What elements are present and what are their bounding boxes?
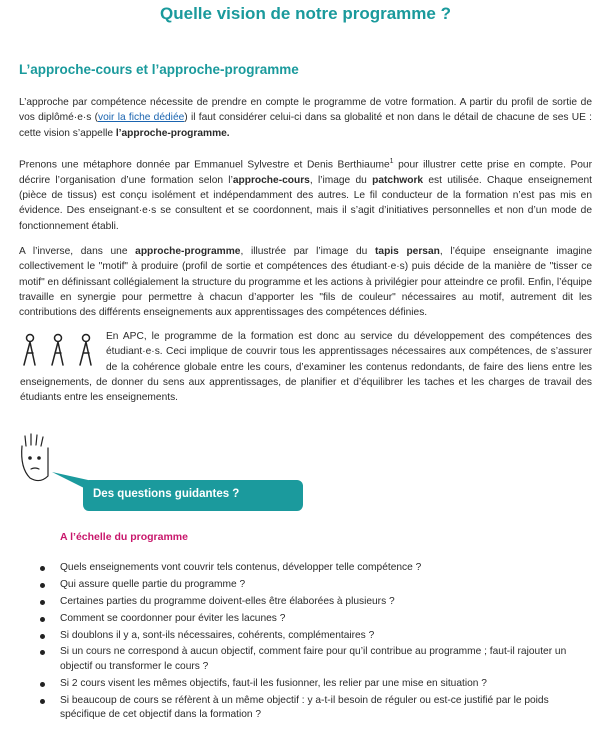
apc-text: En APC, le programme de la formation est donc au service du développement des compétences des étudiant·e·s. Ceci implique de couvrir tous les apprentissages nécessaires aux compétences, de s’assurer de la cohérence globale entre les cours, d’examiner les contenus redondants, de faire des liens entre les enseignements, de donner du sens aux apprentissages, de planifier et d’équilibrer les taches et les charges de travail des étudiants entre les enseignements. <box>20 331 592 404</box>
question-text: Si 2 cours visent les mêmes objectifs, faut-il les fusionner, les relier par une mise en situation ? <box>60 677 487 689</box>
bullet-icon <box>40 600 45 605</box>
list-item <box>38 561 593 575</box>
bullet-icon <box>40 699 45 704</box>
intro-bold: l’approche-programme. <box>115 127 230 139</box>
approche-cours-bold: approche-cours <box>232 174 310 186</box>
patchwork-text-3: , l’image du <box>309 174 373 186</box>
tapis-persan-bold: tapis persan <box>375 246 440 257</box>
question-text: Si un cours ne correspond à aucun objectif, comment faire pour qu’il contribue au programme ; faut-il rajouter un objectif ou transformer le cours ? <box>60 646 567 672</box>
patchwork-text-1: Prenons une métaphore donnée par Emmanuel Sylvestre et Denis Berthiaume <box>19 159 390 171</box>
question-text: Qui assure quelle partie du programme ? <box>60 578 246 590</box>
tapis-text-3: , l’équipe enseignante imagine collectivement le "motif" à produire (profil de sortie et compétences des étudiant·e·s) puis décide de la manière de "tisser ce motif" en définissant collégialement la structure du programme et les actions à privilégier pour atteindre ce profil. Enfin, l’équipe travaille en synergie pour permettre à chacun d’apporter les "fils de couleur" nécessaires au motif, autrement dit les contributions des différents enseignements aux apprentissages des compétences définies. <box>19 246 592 319</box>
intro-text-1: L’approche par compétence nécessite de prendre en compte le programme de votre formation. A partir du profil de sortie de vos diplômé·e·s ( <box>19 97 592 124</box>
patchwork-text-4: est utilisée. Chaque enseignement (pièce de tissus) est conçu isolément et indépendamment des autres. Le fil conducteur de la formation n’est pas mis en évidence. Des enseignant·e·s se consultent et se coordonnent, mais il s’agit d’initiatives personnelles et non d’un mode de fonctionnement établi. <box>19 174 593 232</box>
programme-scale-heading: A l’échelle du programme <box>60 531 188 543</box>
question-text: Quels enseignements vont couvrir tels contenus, développer telle compétence ? <box>60 562 422 573</box>
guiding-questions-banner: Des questions guidantes ? <box>83 480 303 511</box>
list-item <box>38 612 593 626</box>
patchwork-text-2: pour illustrer cette prise en compte. Pour décrire l’organisation d’une formation selon l’ <box>19 159 592 186</box>
tapis-paragraph <box>19 244 592 320</box>
question-text: Si doublons il y a, sont-ils nécessaires, cohérents, complémentaires ? <box>60 629 375 641</box>
bullet-icon <box>40 617 45 622</box>
three-people-icon <box>20 333 102 367</box>
list-item <box>38 595 593 609</box>
fiche-dediee-link[interactable]: voir la fiche dédiée <box>98 112 185 124</box>
list-item <box>38 629 593 643</box>
bullet-icon <box>40 566 45 571</box>
tapis-text-1: A l’inverse, dans une <box>19 246 136 257</box>
bullet-icon <box>40 583 45 588</box>
tapis-text-2: , illustrée par l’image du <box>240 246 376 257</box>
list-item <box>38 677 593 691</box>
footnote-marker[interactable]: 1 <box>389 158 394 165</box>
list-item <box>38 578 593 592</box>
apc-paragraph <box>20 329 592 405</box>
question-text: Si beaucoup de cours se réfèrent à un même objectif : y a-t-il besoin de réguler ou est-ce justifié par le poids spécifique de cet objectif dans la formation ? <box>60 694 549 720</box>
question-text: Certaines parties du programme doivent-elles être élaborées à plusieurs ? <box>60 595 395 607</box>
bullet-icon <box>40 650 45 655</box>
list-item <box>38 645 593 674</box>
section-heading: L’approche-cours et l’approche-programme <box>19 62 299 77</box>
list-item <box>38 694 593 723</box>
question-text: Comment se coordonner pour éviter les lacunes ? <box>60 612 286 624</box>
approche-programme-bold: approche-programme <box>135 246 241 257</box>
patchwork-paragraph <box>19 154 592 234</box>
patchwork-bold: patchwork <box>372 174 424 186</box>
page-title: Quelle vision de notre programme ? <box>160 4 451 23</box>
bullet-icon <box>40 682 45 687</box>
intro-paragraph <box>19 95 592 141</box>
bullet-icon <box>40 634 45 639</box>
guiding-questions-list <box>38 561 593 725</box>
intro-text-2: ) il faut considérer celui-ci dans sa globalité et non dans le détail de chacune de ses UE : cette vision s’appelle <box>19 112 592 139</box>
